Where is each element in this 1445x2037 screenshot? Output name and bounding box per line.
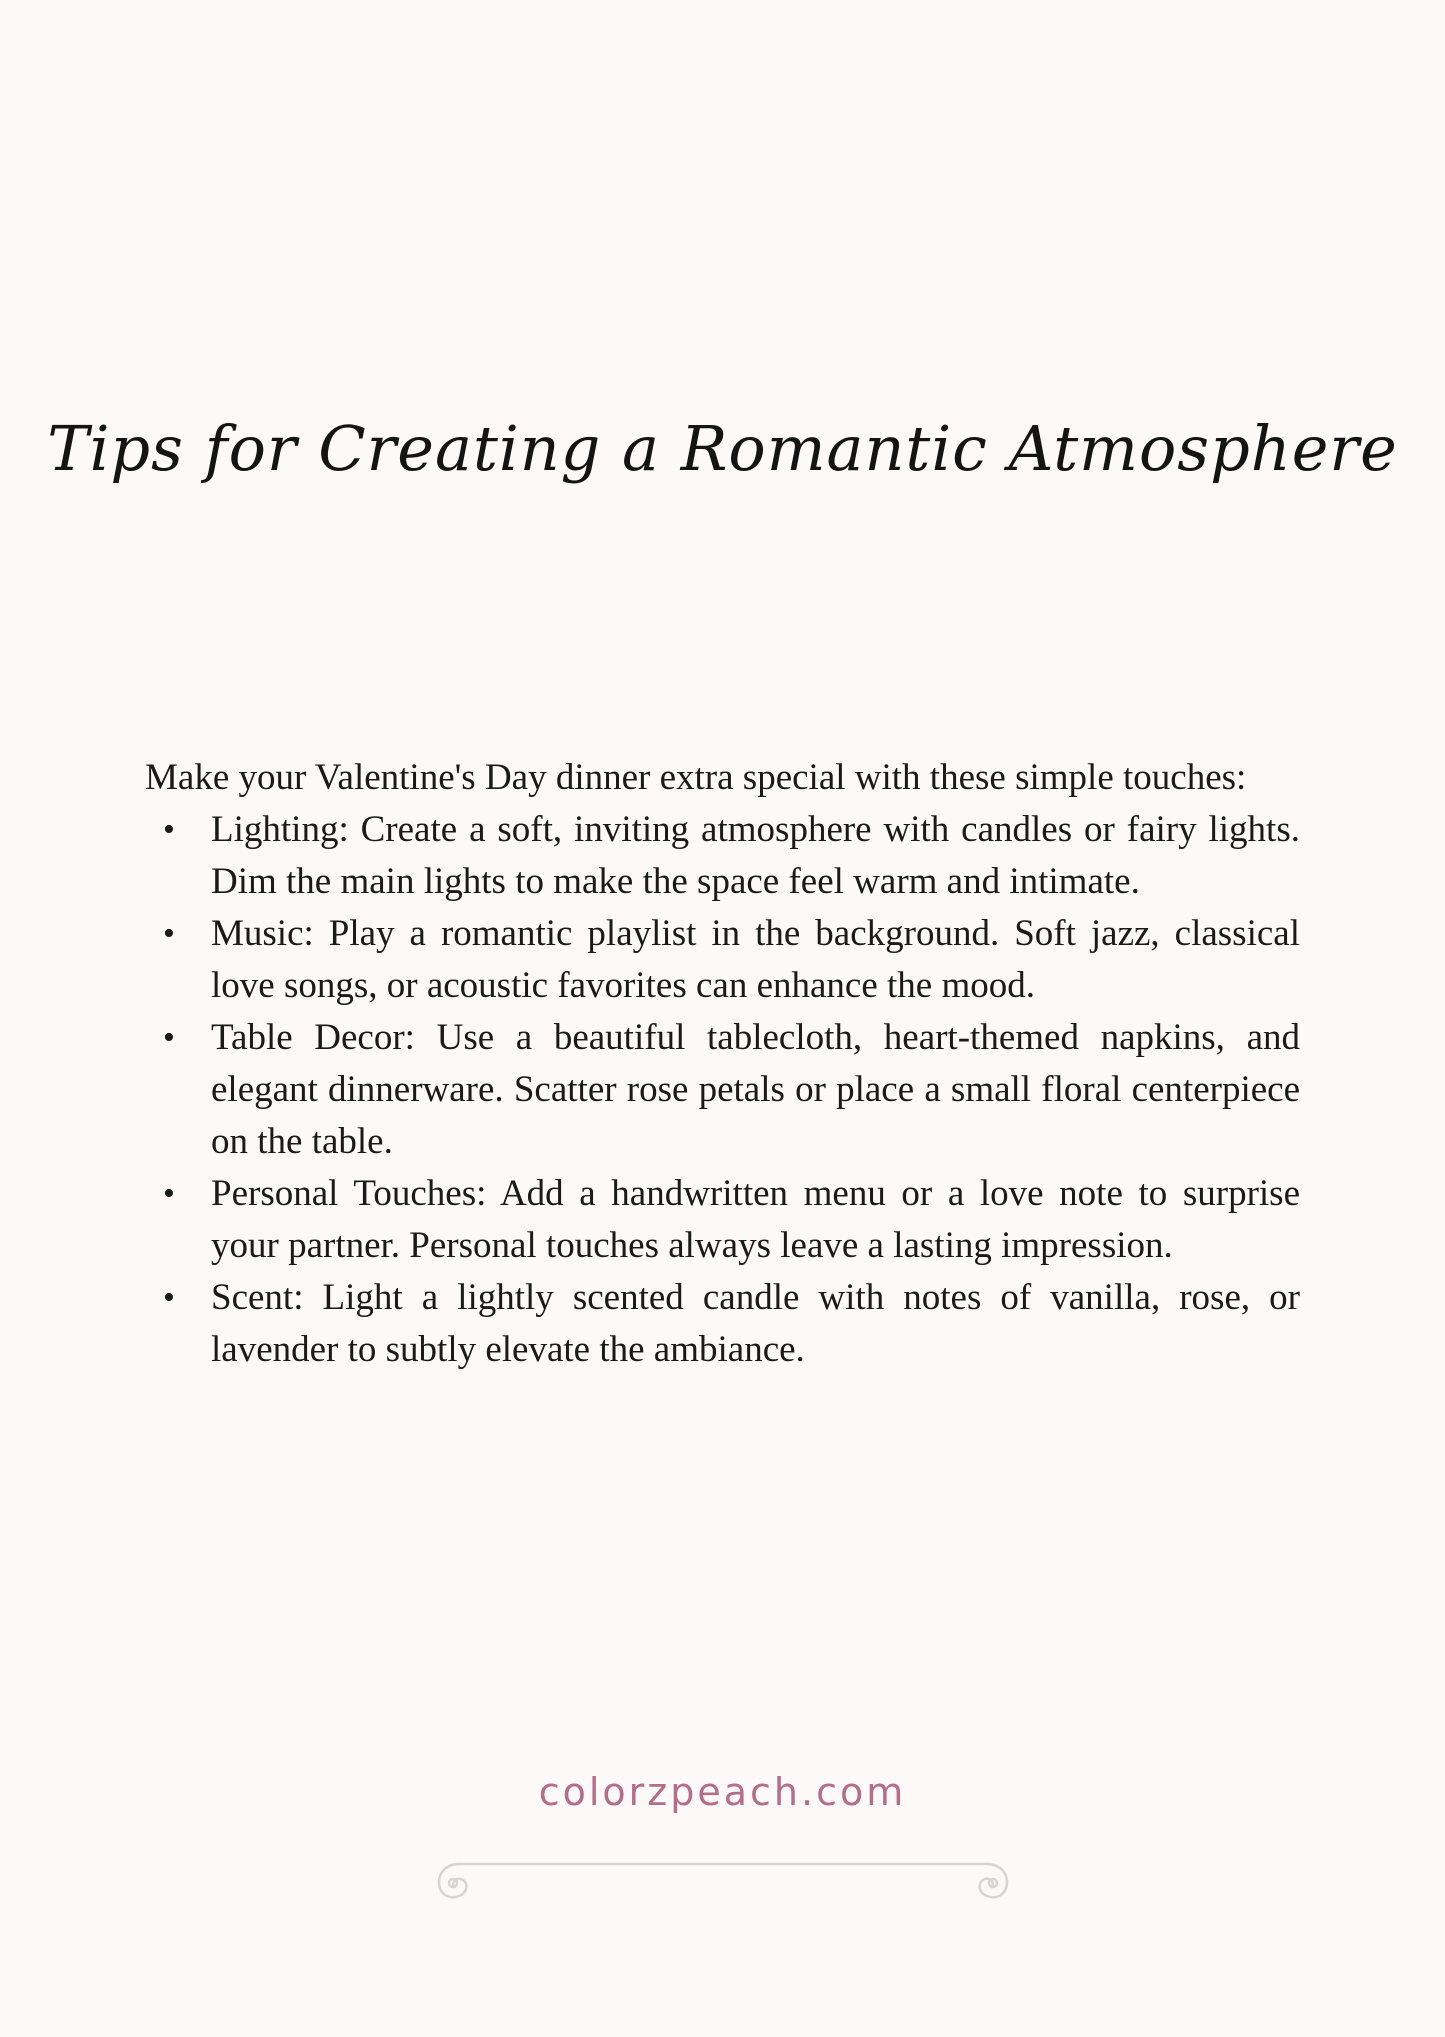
intro-paragraph: Make your Valentine's Day dinner extra special with these simple touches:	[145, 757, 1247, 798]
bullet-dot-icon: •	[163, 915, 175, 952]
tip-text: Lighting: Create a soft, inviting atmosphere with candles or fairy lights. Dim the main lights to make the space feel warm and intimate.	[211, 809, 1300, 902]
list-item	[145, 908, 1300, 1012]
list-item	[145, 804, 1300, 908]
content	[145, 752, 1300, 1376]
tips-list	[145, 804, 1300, 1376]
bullet-dot-icon: •	[163, 811, 175, 848]
website-link[interactable]: colorzpeach.com	[538, 1770, 907, 1814]
bullet-dot-icon: •	[163, 1175, 175, 1212]
list-item	[145, 1272, 1300, 1376]
tip-text: Music: Play a romantic playlist in the background. Soft jazz, classical love songs, or acoustic favorites can enhance the mood.	[211, 913, 1300, 1006]
bullet-dot-icon: •	[163, 1279, 175, 1316]
page-title: Tips for Creating a Romantic Atmosphere	[47, 412, 1398, 485]
scroll-divider-icon	[437, 1856, 1009, 1904]
list-item	[145, 1012, 1300, 1168]
tip-text: Personal Touches: Add a handwritten menu or a love note to surprise your partner. Personal touches always leave a lasting impression.	[211, 1173, 1300, 1266]
list-item	[145, 1168, 1300, 1272]
tip-text: Table Decor: Use a beautiful tablecloth, heart-themed napkins, and elegant dinnerware. Scatter rose petals or place a small floral centerpiece on the table.	[211, 1017, 1300, 1162]
tip-text: Scent: Light a lightly scented candle with notes of vanilla, rose, or lavender to subtly elevate the ambiance.	[211, 1277, 1300, 1370]
bullet-dot-icon: •	[163, 1019, 175, 1056]
